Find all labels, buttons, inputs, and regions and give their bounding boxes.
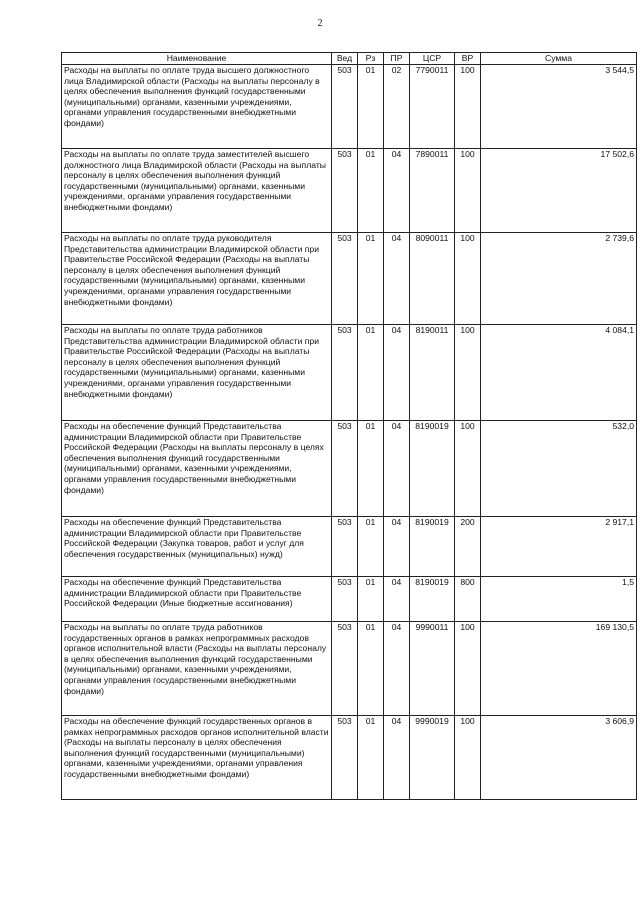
row-vr: 100 (455, 233, 481, 325)
row-pr: 04 (384, 325, 410, 421)
row-vr: 200 (455, 517, 481, 577)
row-rz: 01 (358, 233, 384, 325)
row-rz: 01 (358, 577, 384, 622)
budget-table (61, 52, 637, 800)
row-name: Расходы на обеспечение функций государственных органов в рамках непрограммных расходов органов исполнительной власти (Расходы на выплаты персоналу в целях обеспечения выполнения функций государственными (муниципальными) органами, казенными учреждениями, органами управления государственными внебюджетными фондами) (62, 716, 332, 800)
header-csr: ЦСР (410, 53, 455, 65)
row-sum: 2 917,1 (481, 517, 637, 577)
row-pr: 04 (384, 517, 410, 577)
row-vr: 100 (455, 65, 481, 149)
row-pr: 04 (384, 421, 410, 517)
row-csr: 9990011 (410, 622, 455, 716)
header-sum: Сумма (481, 53, 637, 65)
row-pr: 04 (384, 149, 410, 233)
row-pr: 04 (384, 716, 410, 800)
row-pr: 04 (384, 622, 410, 716)
table-row (62, 517, 637, 577)
row-ved: 503 (332, 421, 358, 517)
row-rz: 01 (358, 622, 384, 716)
row-sum: 532,0 (481, 421, 637, 517)
row-name: Расходы на выплаты по оплате труда заместителей высшего должностного лица Владимирской области (Расходы на выплаты персоналу в целях обеспечения выполнения функций государственными (муниципальными) органами, казенными учреждениями, органами управления государственными внебюджетными фондами) (62, 149, 332, 233)
row-vr: 100 (455, 149, 481, 233)
header-rz: Рз (358, 53, 384, 65)
header-ved: Вед (332, 53, 358, 65)
row-sum: 1,5 (481, 577, 637, 622)
row-pr: 04 (384, 577, 410, 622)
row-csr: 8190019 (410, 421, 455, 517)
row-rz: 01 (358, 65, 384, 149)
row-sum: 2 739,6 (481, 233, 637, 325)
row-ved: 503 (332, 325, 358, 421)
row-vr: 100 (455, 325, 481, 421)
table-row (62, 65, 637, 149)
row-rz: 01 (358, 517, 384, 577)
row-sum: 3 606,9 (481, 716, 637, 800)
row-csr: 9990019 (410, 716, 455, 800)
row-vr: 800 (455, 577, 481, 622)
row-csr: 8090011 (410, 233, 455, 325)
header-name: Наименование (62, 53, 332, 65)
row-pr: 02 (384, 65, 410, 149)
row-name: Расходы на выплаты по оплате труда работников государственных органов в рамках непрограммных расходов органов исполнительной власти (Расходы на выплаты персоналу в целях обеспечения выполнения функций государственными (муниципальными) органами, казенными учреждениями, органами управления государственными внебюджетными фондами) (62, 622, 332, 716)
row-csr: 8190011 (410, 325, 455, 421)
table-row (62, 577, 637, 622)
row-ved: 503 (332, 65, 358, 149)
table-row (62, 622, 637, 716)
row-name: Расходы на выплаты по оплате труда высшего должностного лица Владимирской области (Расходы на выплаты персоналу в целях обеспечения выполнения функций государственными (муниципальными) органами, казенными учреждениями, органами управления государственными внебюджетными фондами) (62, 65, 332, 149)
row-csr: 7790011 (410, 65, 455, 149)
row-sum: 4 084,1 (481, 325, 637, 421)
table-header-row (62, 53, 637, 65)
row-ved: 503 (332, 577, 358, 622)
header-pr: ПР (384, 53, 410, 65)
row-rz: 01 (358, 325, 384, 421)
row-vr: 100 (455, 622, 481, 716)
row-name: Расходы на выплаты по оплате труда руководителя Представительства администрации Владимирской области при Правительстве Российской Федерации (Расходы на выплаты персоналу в целях обеспечения выполнения функций государственными (муниципальными) органами, казенными учреждениями, органами управления государственными внебюджетными фондами) (62, 233, 332, 325)
row-name: Расходы на обеспечение функций Представительства администрации Владимирской области при Правительстве Российской Федерации (Расходы на выплаты персоналу в целях обеспечения выполнения функций государственными (муниципальными) органами, казенными учреждениями, органами управления государственными внебюджетными фондами) (62, 421, 332, 517)
row-vr: 100 (455, 716, 481, 800)
row-name: Расходы на выплаты по оплате труда работников Представительства администрации Владимирской области при Правительстве Российской Федерации (Расходы на выплаты персоналу в целях обеспечения выполнения функций государственными (муниципальными) органами, казенными учреждениями, органами управления государственными внебюджетными фондами) (62, 325, 332, 421)
row-name: Расходы на обеспечение функций Представительства администрации Владимирской области при Правительстве Российской Федерации (Иные бюджетные ассигнования) (62, 577, 332, 622)
row-vr: 100 (455, 421, 481, 517)
row-sum: 169 130,5 (481, 622, 637, 716)
row-pr: 04 (384, 233, 410, 325)
row-name: Расходы на обеспечение функций Представительства администрации Владимирской области при Правительстве Российской Федерации (Закупка товаров, работ и услуг для обеспечения государственных (муниципальных) нужд) (62, 517, 332, 577)
row-csr: 8190019 (410, 517, 455, 577)
row-sum: 17 502,6 (481, 149, 637, 233)
row-rz: 01 (358, 716, 384, 800)
row-csr: 7890011 (410, 149, 455, 233)
table-row (62, 716, 637, 800)
table-row (62, 233, 637, 325)
header-vr: ВР (455, 53, 481, 65)
table-row (62, 149, 637, 233)
row-ved: 503 (332, 716, 358, 800)
row-ved: 503 (332, 517, 358, 577)
row-rz: 01 (358, 149, 384, 233)
row-ved: 503 (332, 149, 358, 233)
row-rz: 01 (358, 421, 384, 517)
table-row (62, 325, 637, 421)
row-ved: 503 (332, 622, 358, 716)
row-csr: 8190019 (410, 577, 455, 622)
page-number: 2 (317, 18, 323, 29)
table-row (62, 421, 637, 517)
row-ved: 503 (332, 233, 358, 325)
row-sum: 3 544,5 (481, 65, 637, 149)
